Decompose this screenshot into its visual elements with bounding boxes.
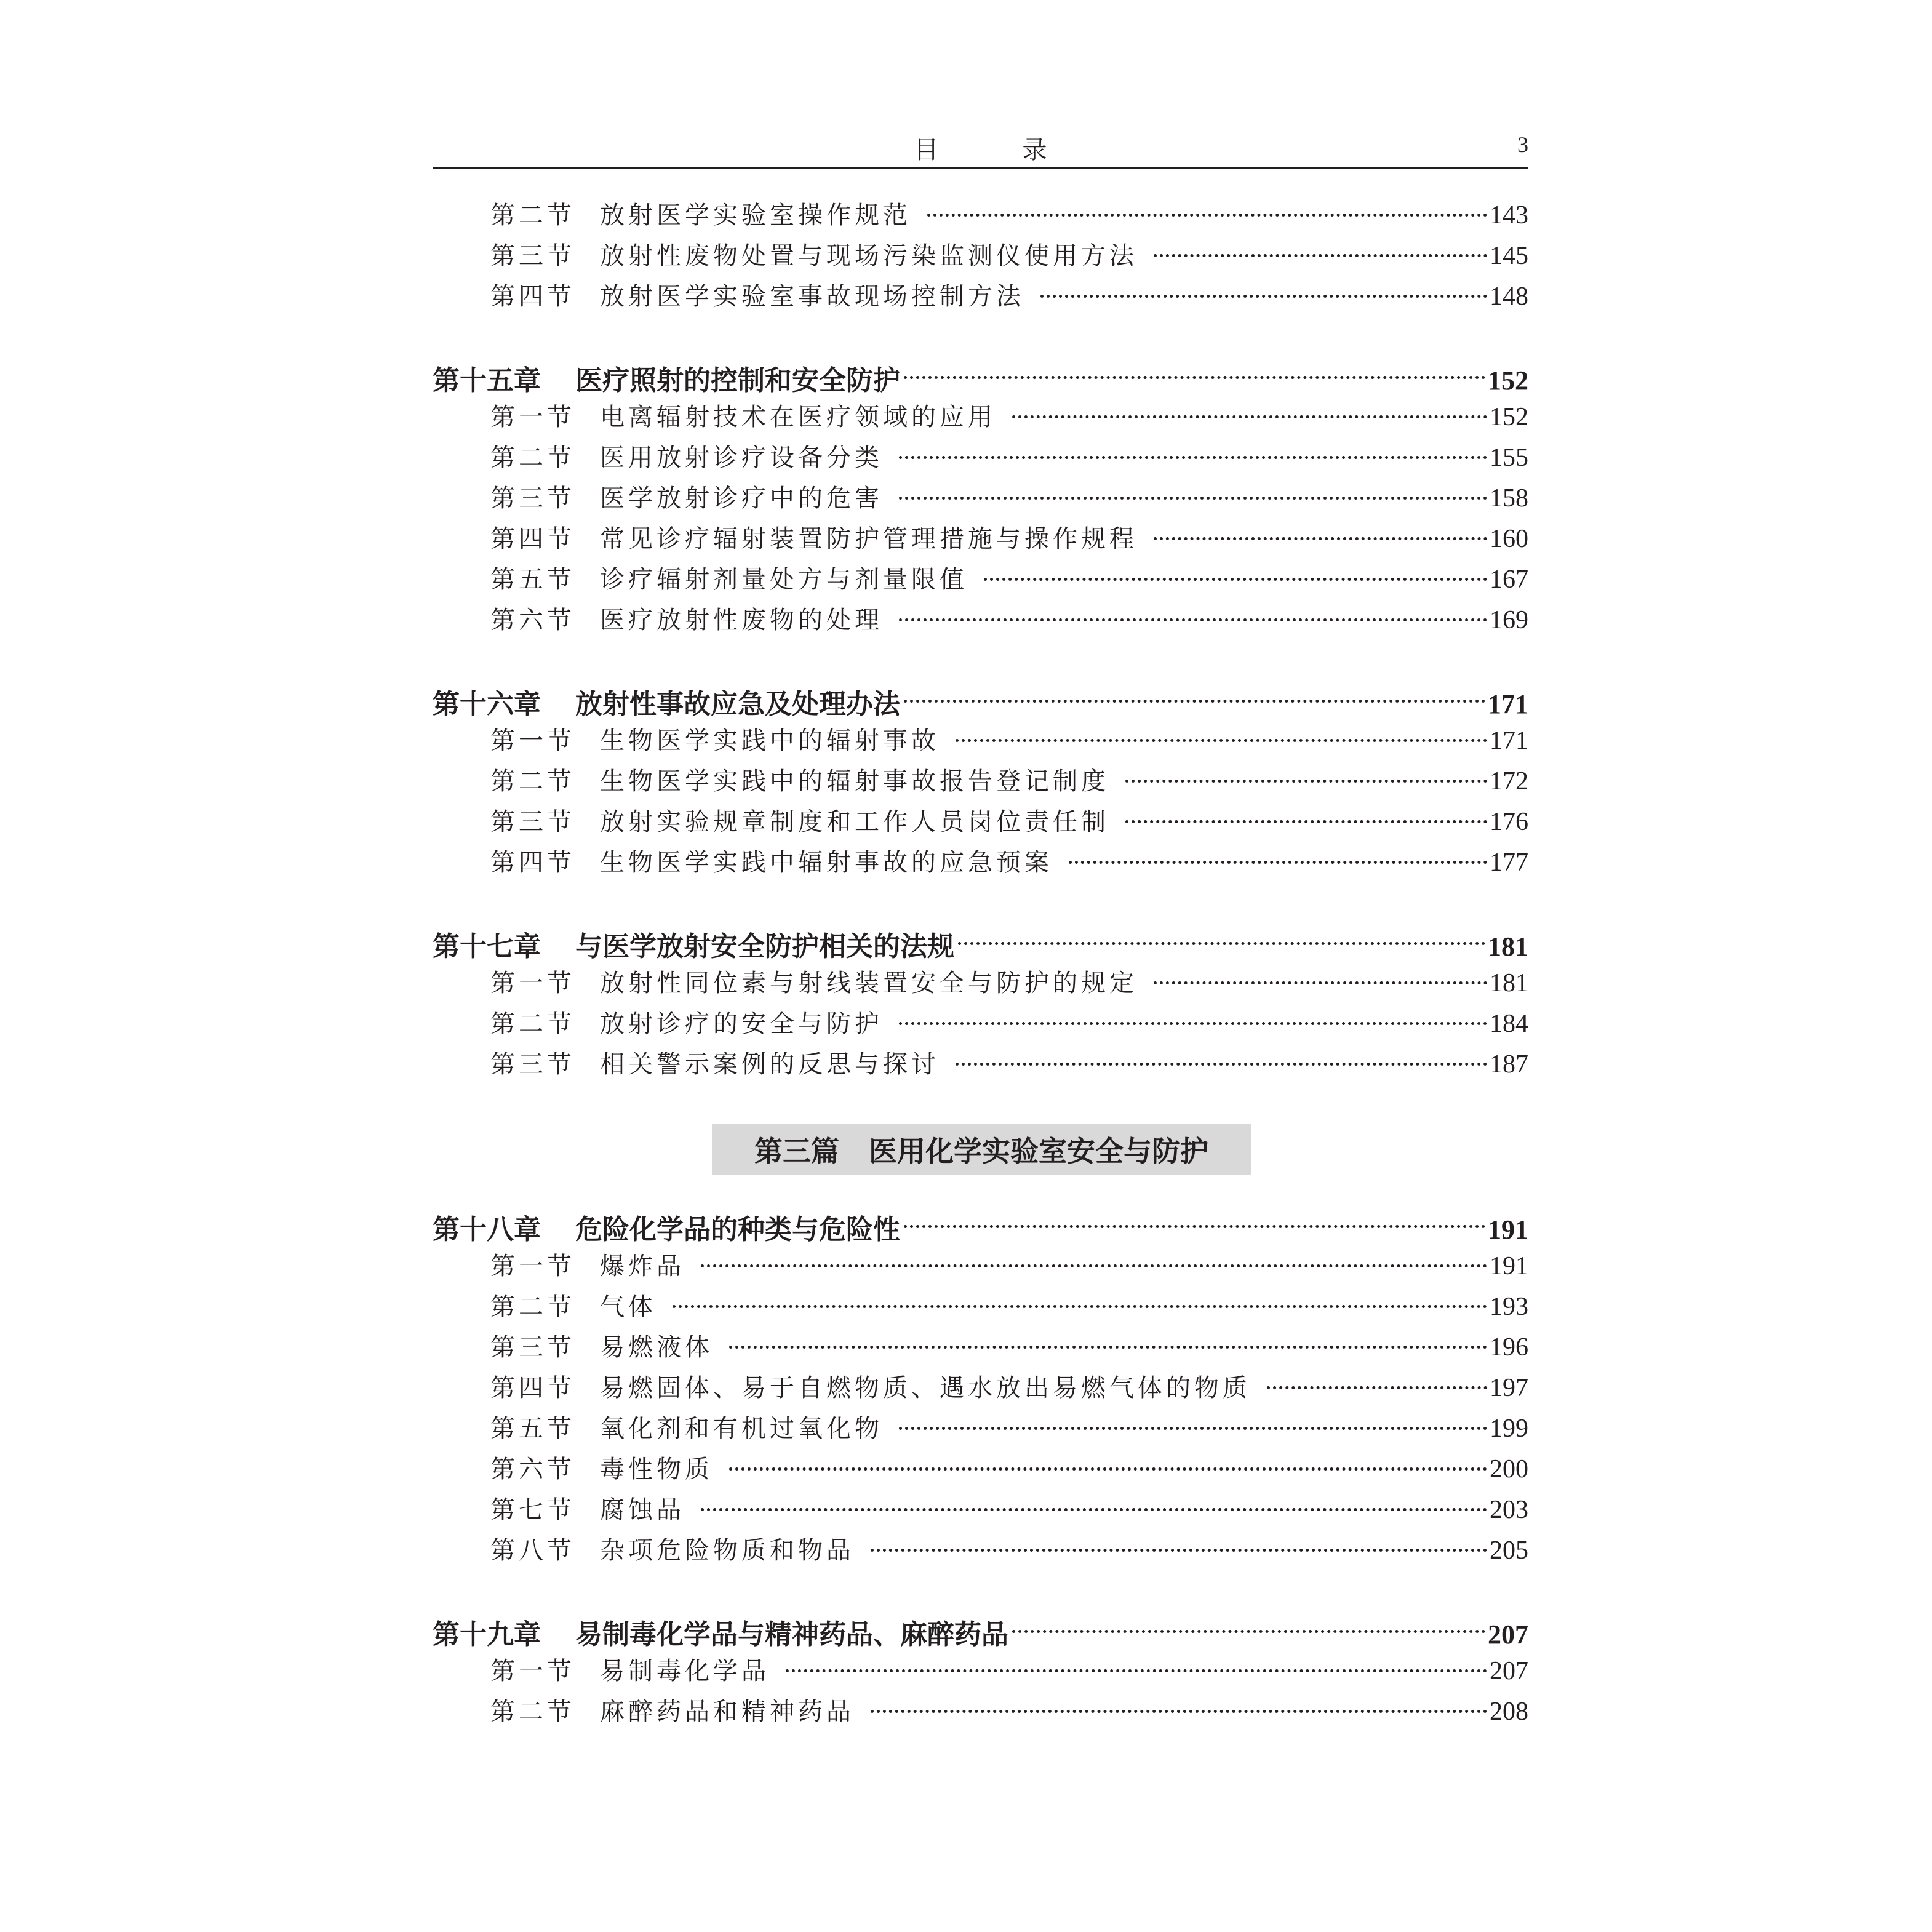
toc-section-line[interactable]	[490, 601, 1528, 639]
leader-dots	[1012, 415, 1487, 418]
section-title: 放射医学实验室事故现场控制方法	[600, 282, 1024, 311]
section-page: 160	[1490, 525, 1528, 553]
toc-section-line[interactable]	[490, 1692, 1528, 1730]
toc-section-line[interactable]	[490, 479, 1528, 517]
leader-dots	[871, 1710, 1487, 1713]
section-title: 放射实验规章制度和工作人员岗位责任制	[600, 808, 1109, 836]
section-number: 第五节	[490, 565, 575, 594]
section-page: 152	[1490, 403, 1528, 431]
leader-dots	[899, 1427, 1487, 1430]
section-title: 生物医学实践中的辐射事故	[600, 727, 940, 755]
section-title: 放射性废物处置与现场污染监测仪使用方法	[600, 242, 1138, 270]
leader-dots	[701, 1264, 1487, 1267]
toc-section-line[interactable]	[490, 438, 1528, 476]
section-title: 易制毒化学品	[600, 1657, 770, 1685]
toc-section-line[interactable]	[490, 762, 1528, 800]
toc-section-line[interactable]	[490, 1004, 1528, 1042]
section-title: 氧化剂和有机过氧化物	[600, 1415, 883, 1443]
section-title: 气体	[600, 1293, 657, 1321]
chapter-number: 第十七章	[433, 931, 541, 962]
toc-section-line[interactable]	[490, 1531, 1528, 1569]
part-number: 第三篇	[754, 1135, 839, 1168]
section-number: 第二节	[490, 201, 575, 230]
toc-section-line[interactable]	[490, 1247, 1528, 1285]
leader-dots	[927, 214, 1487, 217]
section-page: 181	[1490, 969, 1528, 997]
section-number: 第二节	[490, 444, 575, 472]
toc-section-line[interactable]	[490, 721, 1528, 759]
leader-dots	[786, 1669, 1487, 1672]
toc-section-line[interactable]	[490, 1045, 1528, 1083]
section-number: 第三节	[490, 242, 575, 270]
section-page: 196	[1490, 1333, 1528, 1362]
section-title: 诊疗辐射剂量处方与剂量限值	[600, 565, 968, 594]
toc-section-line[interactable]	[490, 1651, 1528, 1690]
section-number: 第二节	[490, 1698, 575, 1726]
section-title: 放射性同位素与射线装置安全与防护的规定	[600, 969, 1138, 997]
section-title: 相关警示案例的反思与探讨	[600, 1050, 940, 1079]
section-title: 易燃液体	[600, 1333, 713, 1362]
section-page: 158	[1490, 484, 1528, 513]
section-page: 148	[1490, 282, 1528, 311]
section-title: 医疗放射性废物的处理	[600, 606, 883, 634]
section-number: 第八节	[490, 1536, 575, 1565]
leader-dots	[871, 1549, 1487, 1552]
section-page: 207	[1490, 1657, 1528, 1685]
section-number: 第四节	[490, 848, 575, 877]
chapter-number: 第十五章	[433, 365, 541, 396]
section-page: 176	[1490, 808, 1528, 836]
section-page: 193	[1490, 1293, 1528, 1321]
leader-dots	[904, 700, 1485, 703]
section-number: 第四节	[490, 525, 575, 553]
section-page: 172	[1490, 767, 1528, 796]
part-title: 医用化学实验室安全与防护	[869, 1135, 1208, 1168]
section-number: 第二节	[490, 1293, 575, 1321]
section-number: 第二节	[490, 1010, 575, 1038]
leader-dots	[956, 739, 1487, 742]
toc-chapter-line[interactable]	[433, 924, 1528, 962]
section-page: 171	[1490, 727, 1528, 755]
section-number: 第三节	[490, 1333, 575, 1362]
section-title: 腐蚀品	[600, 1496, 685, 1524]
toc-section-line[interactable]	[490, 560, 1528, 598]
section-page: 145	[1490, 242, 1528, 270]
leader-dots	[1069, 861, 1487, 864]
section-number: 第一节	[490, 1657, 575, 1685]
toc-section-line[interactable]	[490, 236, 1528, 274]
section-page: 208	[1490, 1698, 1528, 1726]
toc-section-line[interactable]	[490, 843, 1528, 881]
section-page: 143	[1490, 201, 1528, 230]
chapter-page: 191	[1488, 1215, 1528, 1245]
section-number: 第二节	[490, 767, 575, 796]
section-number: 第三节	[490, 484, 575, 513]
part-heading	[712, 1124, 1251, 1175]
section-title: 医用放射诊疗设备分类	[600, 444, 883, 472]
header-title: 目 录	[914, 136, 1077, 164]
chapter-number: 第十六章	[433, 689, 541, 720]
toc-section-line[interactable]	[490, 1409, 1528, 1447]
section-title: 麻醉药品和精神药品	[600, 1698, 855, 1726]
section-page: 167	[1490, 565, 1528, 594]
leader-dots	[1154, 537, 1487, 540]
toc-chapter-line[interactable]	[433, 1612, 1528, 1650]
chapter-number: 第十八章	[433, 1214, 541, 1245]
leader-dots	[904, 1225, 1485, 1228]
section-page: 197	[1490, 1374, 1528, 1402]
toc-section-line[interactable]	[490, 1450, 1528, 1488]
leader-dots	[899, 456, 1487, 459]
toc-section-line[interactable]	[490, 964, 1528, 1002]
toc-section-line[interactable]	[490, 196, 1528, 234]
toc-chapter-line[interactable]	[433, 1207, 1528, 1245]
section-page: 203	[1490, 1496, 1528, 1524]
chapter-title: 危险化学品的种类与危险性	[575, 1214, 900, 1245]
toc-section-line[interactable]	[490, 1368, 1528, 1407]
leader-dots	[729, 1467, 1487, 1471]
chapter-number: 第十九章	[433, 1619, 541, 1650]
toc-section-line[interactable]	[490, 397, 1528, 436]
section-title: 毒性物质	[600, 1455, 713, 1483]
section-number: 第七节	[490, 1496, 575, 1524]
toc-section-line[interactable]	[490, 1287, 1528, 1325]
section-page: 184	[1490, 1010, 1528, 1038]
section-number: 第五节	[490, 1415, 575, 1443]
leader-dots	[899, 1022, 1487, 1025]
section-number: 第六节	[490, 1455, 575, 1483]
chapter-page: 152	[1488, 365, 1528, 396]
chapter-title: 放射性事故应急及处理办法	[575, 689, 900, 720]
toc-section-line[interactable]	[490, 519, 1528, 557]
chapter-title: 易制毒化学品与精神药品、麻醉药品	[575, 1619, 1008, 1650]
leader-dots	[984, 578, 1487, 581]
section-title: 易燃固体、易于自燃物质、遇水放出易燃气体的物质	[600, 1374, 1251, 1402]
leader-dots	[899, 497, 1487, 500]
leader-dots	[1154, 981, 1487, 984]
section-title: 爆炸品	[600, 1252, 685, 1280]
leader-dots	[673, 1305, 1487, 1308]
section-title: 放射诊疗的安全与防护	[600, 1010, 883, 1038]
section-number: 第四节	[490, 282, 575, 311]
leader-dots	[1125, 820, 1487, 823]
chapter-page: 207	[1488, 1619, 1528, 1650]
toc-section-line[interactable]	[490, 277, 1528, 315]
chapter-title: 医疗照射的控制和安全防护	[575, 365, 900, 396]
leader-dots	[1012, 1630, 1485, 1633]
section-title: 杂项危险物质和物品	[600, 1536, 855, 1565]
leader-dots	[956, 1063, 1487, 1066]
chapter-title: 与医学放射安全防护相关的法规	[575, 931, 954, 962]
toc-section-line[interactable]	[490, 1328, 1528, 1366]
section-title: 电离辐射技术在医疗领域的应用	[600, 403, 996, 431]
chapter-page: 171	[1488, 689, 1528, 719]
section-number: 第三节	[490, 808, 575, 836]
section-number: 第三节	[490, 1050, 575, 1079]
leader-dots	[1267, 1386, 1487, 1389]
section-page: 191	[1490, 1252, 1528, 1280]
section-title: 生物医学实践中辐射事故的应急预案	[600, 848, 1053, 877]
leader-dots	[904, 376, 1485, 379]
section-page: 187	[1490, 1050, 1528, 1079]
chapter-page: 181	[1488, 932, 1528, 962]
toc-section-line[interactable]	[490, 1490, 1528, 1528]
leader-dots	[1125, 780, 1487, 783]
toc-section-line[interactable]	[490, 802, 1528, 840]
section-page: 169	[1490, 606, 1528, 634]
section-page: 155	[1490, 444, 1528, 472]
section-number: 第四节	[490, 1374, 575, 1402]
leader-dots	[1040, 295, 1487, 298]
section-page: 199	[1490, 1415, 1528, 1443]
section-page: 200	[1490, 1455, 1528, 1483]
section-number: 第六节	[490, 606, 575, 634]
section-page: 205	[1490, 1536, 1528, 1565]
page-number: 3	[1517, 132, 1528, 157]
leader-dots	[729, 1346, 1487, 1349]
toc-chapter-line[interactable]	[433, 682, 1528, 720]
section-number: 第一节	[490, 403, 575, 431]
leader-dots	[701, 1508, 1487, 1511]
leader-dots	[958, 942, 1485, 945]
section-title: 医学放射诊疗中的危害	[600, 484, 883, 513]
section-page: 177	[1490, 848, 1528, 877]
section-title: 常见诊疗辐射装置防护管理措施与操作规程	[600, 525, 1138, 553]
leader-dots	[1154, 254, 1487, 257]
section-number: 第一节	[490, 1252, 575, 1280]
section-title: 生物医学实践中的辐射事故报告登记制度	[600, 767, 1109, 796]
section-number: 第一节	[490, 727, 575, 755]
section-title: 放射医学实验室操作规范	[600, 201, 911, 230]
section-number: 第一节	[490, 969, 575, 997]
page-header	[433, 123, 1528, 169]
toc-chapter-line[interactable]	[433, 358, 1528, 396]
leader-dots	[899, 618, 1487, 621]
